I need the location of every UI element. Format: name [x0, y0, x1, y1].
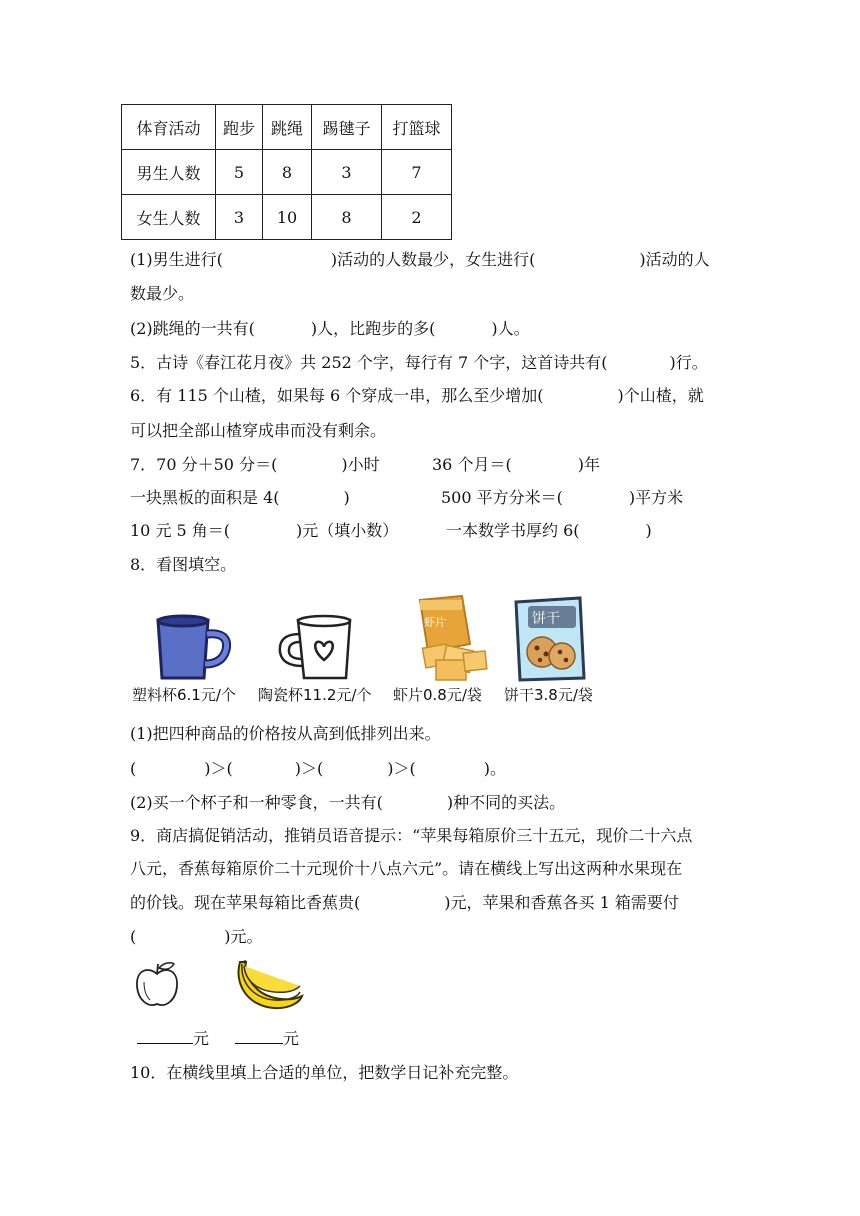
q8-part2 [130, 793, 565, 813]
text: 一块黑板的面积是 4( [130, 488, 280, 507]
shrimp-chips-price: 虾片0.8元/袋 [393, 686, 482, 704]
q5-line [130, 353, 708, 373]
text: )元。 [224, 927, 263, 946]
apple-price-field[interactable] [137, 1029, 209, 1049]
text: )年 [577, 455, 600, 474]
biscuit-price: 饼干3.8元/袋 [504, 686, 593, 704]
q4-part2-line [130, 319, 530, 339]
unit-text: 元 [283, 1029, 300, 1048]
text: 的价钱。现在苹果每箱比香蕉贵( [130, 893, 361, 912]
text: )平方米 [628, 488, 684, 507]
q6-line [130, 386, 704, 406]
table-cell: 10 [263, 195, 312, 240]
q7-row2-right [441, 488, 683, 508]
table-cell: 踢毽子 [312, 105, 382, 150]
text: )行。 [669, 353, 708, 372]
text: )人，比跑步的多( [310, 319, 436, 338]
shrimp-chips-bag-icon [410, 594, 490, 684]
text: )元（填小数） [296, 521, 399, 540]
text: )人。 [491, 319, 530, 338]
text: ) [343, 488, 350, 507]
q8-title: 8．看图填空。 [130, 555, 237, 574]
q7-row1-right [432, 455, 600, 475]
text: (2)跳绳的一共有( [130, 319, 255, 338]
activity-table [121, 104, 452, 240]
bag-text: 虾片 [424, 616, 446, 629]
text: )＞( [294, 759, 324, 778]
table-row [122, 150, 452, 195]
text: ( [130, 927, 137, 946]
text: )个山楂，就 [617, 386, 704, 405]
text: (1)男生进行( [130, 250, 223, 269]
q7-row1 [130, 455, 380, 475]
table-cell: 8 [263, 150, 312, 195]
text: )。 [483, 759, 506, 778]
biscuit-bag-icon [510, 594, 590, 684]
q8-part1: (1)把四种商品的价格按从高到低排列出来。 [130, 724, 441, 743]
text: )＞( [387, 759, 416, 778]
plastic-cup-icon [150, 612, 235, 682]
table-cell: 2 [382, 195, 452, 240]
plastic-cup-price: 塑料杯6.1元/个 [132, 686, 236, 704]
text: )＞( [204, 759, 233, 778]
text: 6．有 115 个山楂，如果每 6 个穿成一串，那么至少增加( [130, 386, 544, 405]
table-cell: 3 [216, 195, 263, 240]
table-cell: 8 [312, 195, 382, 240]
text: 5．古诗《春江花月夜》共 252 个字，每行有 7 个字，这首诗共有( [130, 353, 608, 372]
q9-line3 [130, 893, 679, 913]
answer-blank[interactable] [235, 1029, 283, 1044]
ceramic-mug-icon [272, 612, 357, 682]
q4-part1-cont: 数最少。 [130, 284, 195, 303]
q7-row2 [130, 488, 350, 508]
table-cell: 5 [216, 150, 263, 195]
banana-price-field[interactable] [235, 1029, 299, 1049]
table-row [122, 105, 452, 150]
unit-text: 元 [193, 1029, 210, 1048]
table-cell: 打篮球 [382, 105, 452, 150]
table-row [122, 195, 452, 240]
text: 7．70 分＋50 分＝( [130, 455, 278, 474]
bag-text: 饼干 [532, 611, 560, 627]
text: )小时 [341, 455, 380, 474]
text: )活动的人 [639, 250, 710, 269]
q7-row3-right [446, 521, 652, 541]
q7-row3 [130, 521, 398, 541]
text: ( [130, 759, 137, 778]
text: ) [645, 521, 652, 540]
q9-line2: 八元，香蕉每箱原价二十元现价十八点六元”。请在横线上写出这两种水果现在 [130, 859, 683, 878]
answer-blank[interactable] [137, 1029, 193, 1044]
q4-part1-line [130, 250, 710, 270]
table-cell: 跑步 [216, 105, 263, 150]
q9-line4 [130, 927, 263, 947]
q8-order-line [130, 759, 506, 779]
text: 10 元 5 角＝( [130, 521, 231, 540]
table-cell: 男生人数 [122, 150, 216, 195]
apple-icon [134, 960, 180, 1010]
text: )种不同的买法。 [446, 793, 566, 812]
text: (2)买一个杯子和一种零食，一共有( [130, 793, 383, 812]
text: )元，苹果和香蕉各买 1 箱需要付 [444, 893, 679, 912]
q6-line-cont: 可以把全部山楂穿成串而没有剩余。 [130, 421, 387, 440]
ceramic-mug-price: 陶瓷杯11.2元/个 [258, 686, 372, 704]
q9-line1: 9．商店搞促销活动，推销员语音提示：“苹果每箱原价三十五元，现价二十六点 [130, 826, 693, 845]
text: 一本数学书厚约 6( [446, 521, 580, 540]
q10-line: 10．在横线里填上合适的单位，把数学日记补充完整。 [130, 1063, 519, 1082]
table-cell: 女生人数 [122, 195, 216, 240]
table-cell: 7 [382, 150, 452, 195]
table-cell: 体育活动 [122, 105, 216, 150]
text: 500 平方分米＝( [441, 488, 563, 507]
table-cell: 跳绳 [263, 105, 312, 150]
table-cell: 3 [312, 150, 382, 195]
text: 36 个月＝( [432, 455, 512, 474]
text: )活动的人数最少，女生进行( [330, 250, 536, 269]
banana-icon [232, 958, 304, 1016]
